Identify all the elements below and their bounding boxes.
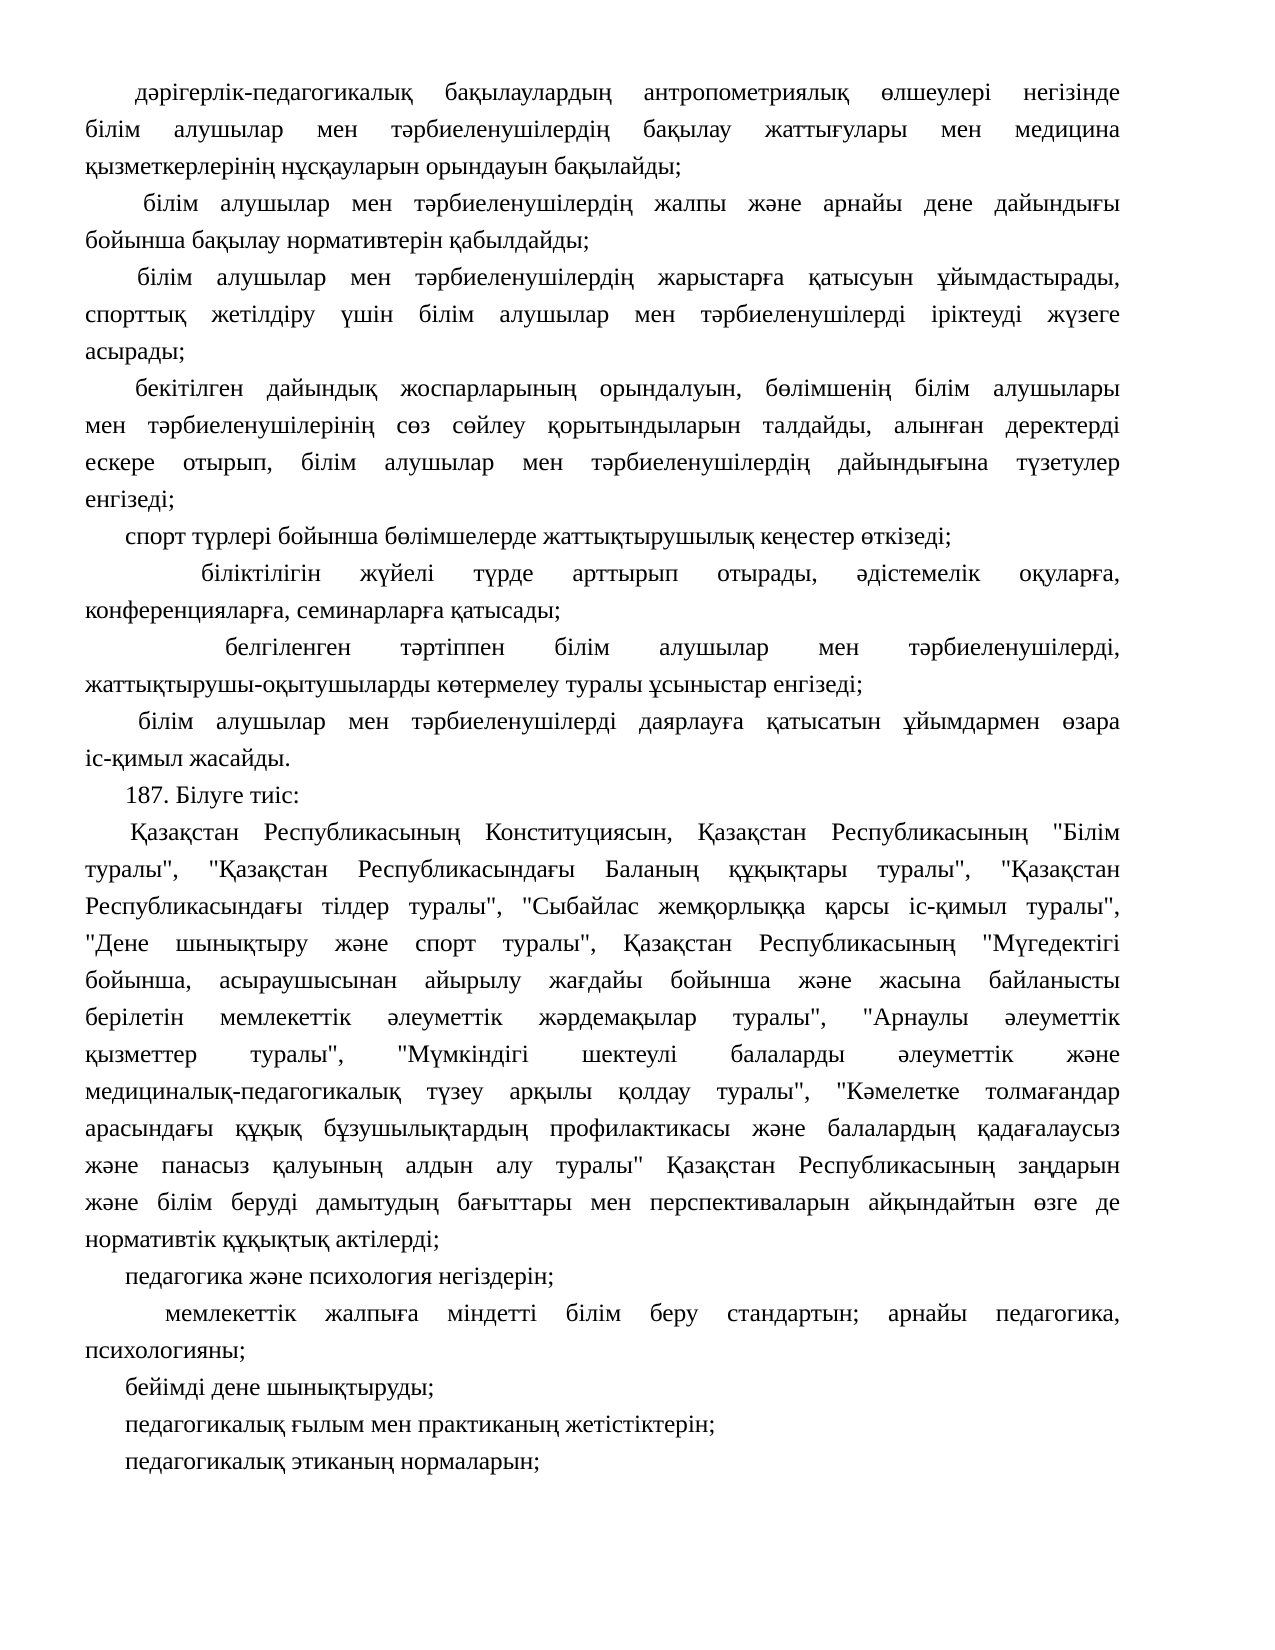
text-line: "Дене шынықтыру және спорт туралы", Қазақстан Республикасының "Мүгедектігі — [85, 928, 1120, 957]
text-line: ескере отырып, білім алушылар мен тәрбиеленушілердің дайындығына түзетулер — [85, 447, 1120, 476]
text-line: біліктілігін жүйелі түрде арттырып отырады, әдістемелік оқуларға, — [201, 558, 1120, 587]
paragraph-p2 — [85, 184, 1120, 258]
text-line: және панасыз қалуының алдын алу туралы" Қазақстан Республикасының заңдарын — [85, 1150, 1120, 1179]
text-line: қызметтер туралы", "Мүмкіндігі шектеулі балаларды әлеуметтік және — [85, 1039, 1120, 1068]
paragraph-p15 — [85, 1442, 1120, 1479]
text-line: конференцияларға, семинарларға қатысады; — [85, 595, 561, 624]
text-line: спорттық жетілдіру үшін білім алушылар мен тәрбиеленушілерді іріктеуді жүзеге — [85, 299, 1120, 328]
paragraph-p13 — [85, 1368, 1120, 1405]
paragraph-p4 — [85, 369, 1120, 517]
text-line: спорт түрлері бойынша бөлімшелерде жаттықтырушылық кеңестер өткізеді; — [125, 521, 952, 550]
paragraph-p1 — [85, 73, 1120, 184]
text-line: жаттықтырушы-оқытушыларды көтермелеу туралы ұсыныстар енгізеді; — [85, 669, 863, 698]
text-line: және білім беруді дамытудың бағыттары мен перспективаларын айқындайтын өзге де — [85, 1187, 1120, 1216]
text-line: педагогикалық ғылым мен практиканың жетістіктерін; — [125, 1409, 716, 1438]
text-line: білім алушылар мен тәрбиеленушілердің жалпы және арнайы дене дайындығы — [143, 188, 1120, 217]
paragraph-p6 — [85, 554, 1120, 628]
text-line: Республикасындағы тілдер туралы", "Сыбайлас жемқорлыққа қарсы іс-қимыл туралы", — [85, 891, 1120, 920]
text-line: педагогика және психология негіздерін; — [125, 1261, 555, 1290]
text-line: бекітілген дайындық жоспарларының орындалуын, бөлімшенің білім алушылары — [135, 373, 1120, 402]
text-line: бойынша, асыраушысынан айырылу жағдайы бойынша және жасына байланысты — [85, 965, 1120, 994]
paragraph-p12 — [85, 1294, 1120, 1368]
text-line: білім алушылар мен тәрбиеленушілердің бақылау жаттығулары мен медицина — [85, 114, 1120, 143]
text-line: мен тәрбиеленушілерінің сөз сөйлеу қорытындыларын талдайды, алынған деректерді — [85, 410, 1120, 439]
text-line: білім алушылар мен тәрбиеленушілерді даярлауға қатысатын ұйымдармен өзара — [138, 706, 1120, 735]
paragraph-p8 — [85, 702, 1120, 776]
text-line: арасындағы құқық бұзушылықтардың профилактикасы және балалардың қадағалаусыз — [85, 1113, 1120, 1142]
paragraph-p14 — [85, 1405, 1120, 1442]
paragraph-p11 — [85, 1257, 1120, 1294]
text-line: бейімді дене шынықтыруды; — [125, 1372, 435, 1401]
text-line: енгізеді; — [85, 484, 175, 513]
paragraph-p5 — [85, 517, 1120, 554]
text-line: қызметкерлерінің нұсқауларын орындауын бақылайды; — [85, 151, 682, 180]
text-line: бойынша бақылау нормативтерін қабылдайды; — [85, 225, 590, 254]
paragraph-p9 — [85, 776, 1120, 813]
text-line: Қазақстан Республикасының Конституциясын, Қазақстан Республикасының "Білім — [130, 817, 1120, 846]
document-page — [85, 73, 1120, 1479]
text-line: білім алушылар мен тәрбиеленушілердің жарыстарға қатысуын ұйымдастырады, — [137, 262, 1120, 291]
paragraph-p3 — [85, 258, 1120, 369]
paragraph-p10 — [85, 813, 1120, 1257]
text-line: дәрігерлік-педагогикалық бақылаулардың антропометриялық өлшеулері негізінде — [135, 77, 1120, 106]
text-line: берілетін мемлекеттік әлеуметтік жәрдемақылар туралы", "Арнаулы әлеуметтік — [85, 1002, 1120, 1031]
text-line: туралы", "Қазақстан Республикасындағы Баланың құқықтары туралы", "Қазақстан — [85, 854, 1120, 883]
paragraph-p7 — [85, 628, 1120, 702]
text-line: психологияны; — [85, 1335, 246, 1364]
text-line: мемлекеттік жалпыға міндетті білім беру стандартын; арнайы педагогика, — [165, 1298, 1120, 1327]
text-line: 187. Білуге тиіс: — [125, 780, 300, 809]
text-line: белгіленген тәртіппен білім алушылар мен тәрбиеленушілерді, — [225, 632, 1120, 661]
text-line: асырады; — [85, 336, 186, 365]
text-line: іс-қимыл жасайды. — [85, 743, 291, 772]
text-line: нормативтік құқықтық актілерді; — [85, 1224, 440, 1253]
text-line: педагогикалық этиканың нормаларын; — [125, 1446, 541, 1475]
text-line: медициналық-педагогикалық түзеу арқылы қолдау туралы", "Кәмелетке толмағандар — [85, 1076, 1120, 1105]
